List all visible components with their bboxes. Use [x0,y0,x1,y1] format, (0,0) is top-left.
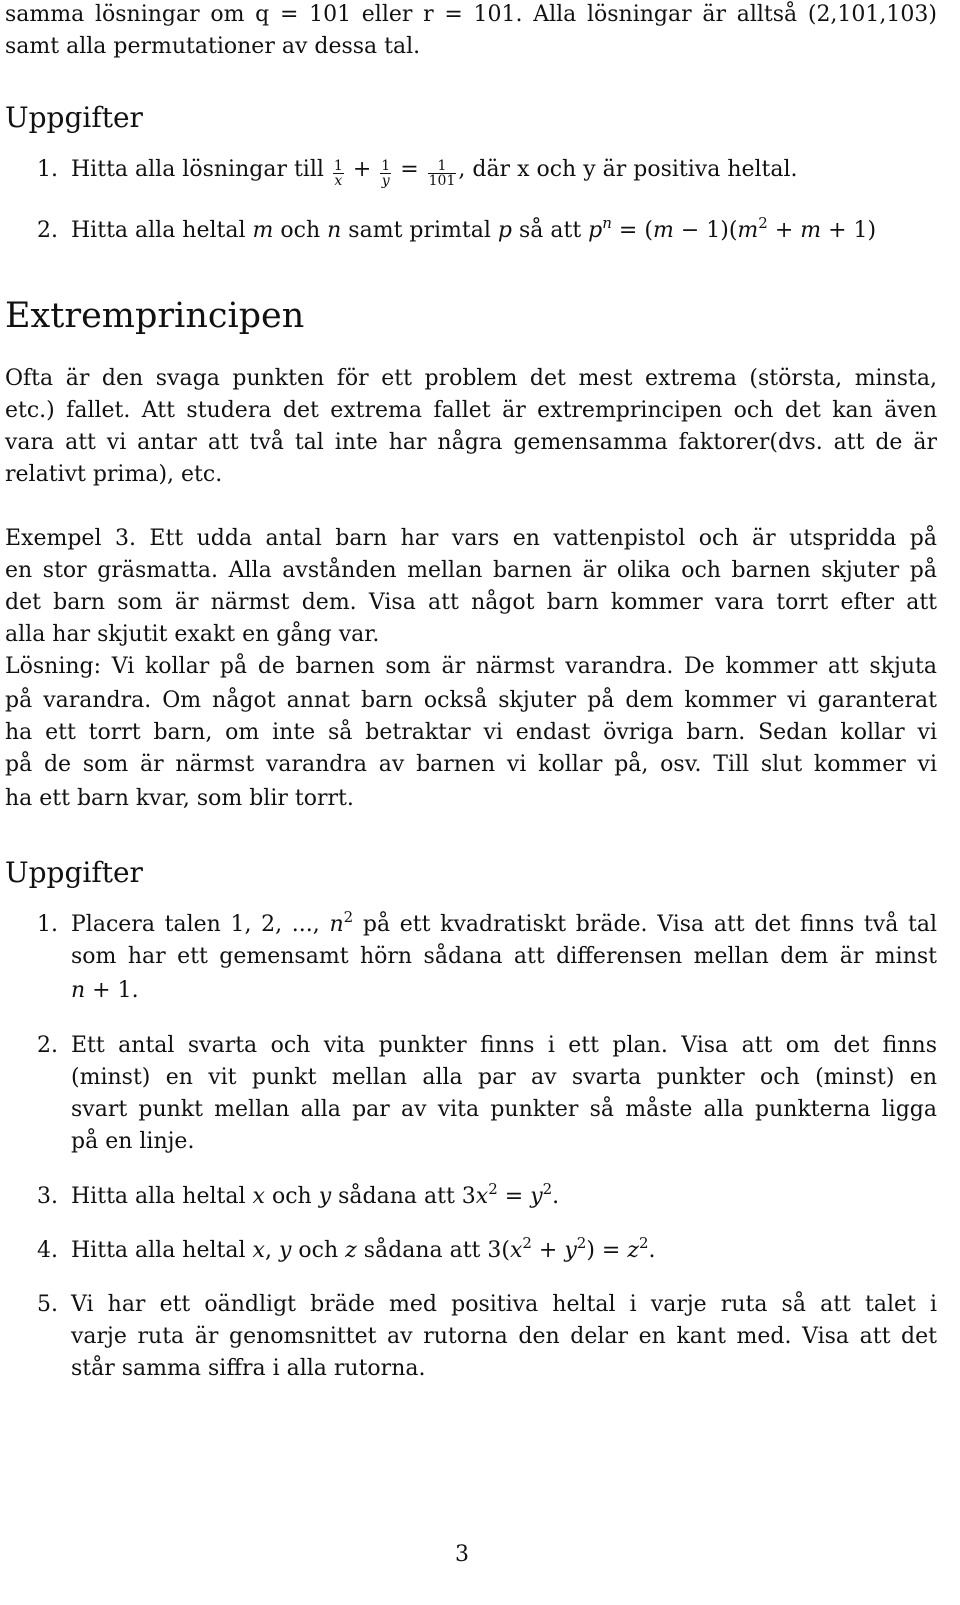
tasks-heading-2: Uppgifter [5,856,143,889]
section-para-line-3: vara att vi antar att två tal inte har några gemensamma faktorer(dvs. att de är [5,430,937,455]
task2-item5-line-2: varje ruta är genomsnittet av rutorna den delar en kant med. Visa att det [71,1324,937,1349]
task2-item1-line-3: n + 1. [71,978,139,1003]
task2-item3-number: 3. [37,1184,58,1209]
solution-line-1: Lösning: Vi kollar på de barnen som är närmst varandra. De kommer att skjuta [5,654,937,679]
fraction-1-over-x: $\frac{1}{x}$ [333,158,343,189]
example-line-2: en stor gräsmatta. Alla avstånden mellan barnen är olika och barnen skjuter på [5,558,937,583]
task2-item2-line-4: på en linje. [71,1129,195,1154]
solution-line-3: ha ett torrt barn, om inte så betraktar vi endast övriga barn. Sedan kollar vi [5,720,937,745]
example-line-1: Exempel 3. Ett udda antal barn har vars en vattenpistol och är utspridda på [5,526,937,551]
task1-item1-text: Hitta alla lösningar till $\frac{1}{x}$ + $\frac{1}{y}$ = $\frac{1}{101}$ , där x och y är positiva heltal. [71,157,798,189]
fraction-1-over-y: $\frac{1}{y}$ [381,158,391,189]
task2-item5-line-3: står samma siffra i alla rutorna. [71,1356,426,1381]
task2-item4-number: 4. [37,1238,58,1263]
solution-line-4: på de som är närmst varandra av barnen vi kollar på, osv. Till slut kommer vi [5,752,937,777]
task2-item4-text: Hitta alla heltal x, y och z sådana att $3(x^2 + y^2) = z^2$. [71,1234,656,1263]
section-title: Extremprincipen [5,296,305,336]
fraction-1-over-101: $\frac{1}{101}$ [428,158,456,189]
solution-line-2: på varandra. Om något annat barn också skjuter på dem kommer vi garanterat [5,688,937,713]
section-para-line-4: relativt prima), etc. [5,462,223,487]
intro-line-2: samt alla permutationer av dessa tal. [5,34,421,59]
task2-item3-text: Hitta alla heltal x och y sådana att $3x^2 = y^2$. [71,1180,560,1209]
example-line-4: alla har skjutit exakt en gång var. [5,622,380,647]
section-para-line-1: Ofta är den svaga punkten för ett problem det mest extrema (största, minsta, [5,366,937,391]
task1-item2-number: 2. [37,218,58,243]
task2-item2-number: 2. [37,1033,58,1058]
intro-line-1: samma lösningar om q = 101 eller r = 101. Alla lösningar är alltså (2,101,103) [5,2,937,27]
task2-item5-line-1: Vi har ett oändligt bräde med positiva heltal i varje ruta så att talet i [71,1292,937,1317]
task2-item2-line-1: Ett antal svarta och vita punkter finns i ett plan. Visa att om det finns [71,1033,937,1058]
task2-item1-line-1: Placera talen 1, 2, ..., $n^2$ på ett kvadratiskt bräde. Visa att det finns två tal [71,908,937,937]
task1-item1-number: 1. [37,157,58,182]
task2-item1-number: 1. [37,912,58,937]
section-para-line-2: etc.) fallet. Att studera det extrema fallet är extremprincipen och det kan även [5,398,937,423]
solution-line-5: ha ett barn kvar, som blir torrt. [5,786,354,811]
task2-item1-line-2: som har ett gemensamt hörn sådana att differensen mellan dem är minst [71,944,937,969]
task2-item5-number: 5. [37,1292,58,1317]
task1-item2-text: Hitta alla heltal m och n samt primtal p så att $p^n = (m - 1)(m^2 + m + 1)$ [71,214,877,243]
example-line-3: det barn som är närmst dem. Visa att något barn kommer vara torrt efter att [5,590,937,615]
task2-item2-line-3: svart punkt mellan alla par av vita punkter så måste alla punkterna ligga [71,1097,937,1122]
task2-item2-line-2: (minst) en vit punkt mellan alla par av svarta punkter och (minst) en [71,1065,937,1090]
tasks-heading-1: Uppgifter [5,101,143,134]
page-number: 3 [455,1542,469,1567]
